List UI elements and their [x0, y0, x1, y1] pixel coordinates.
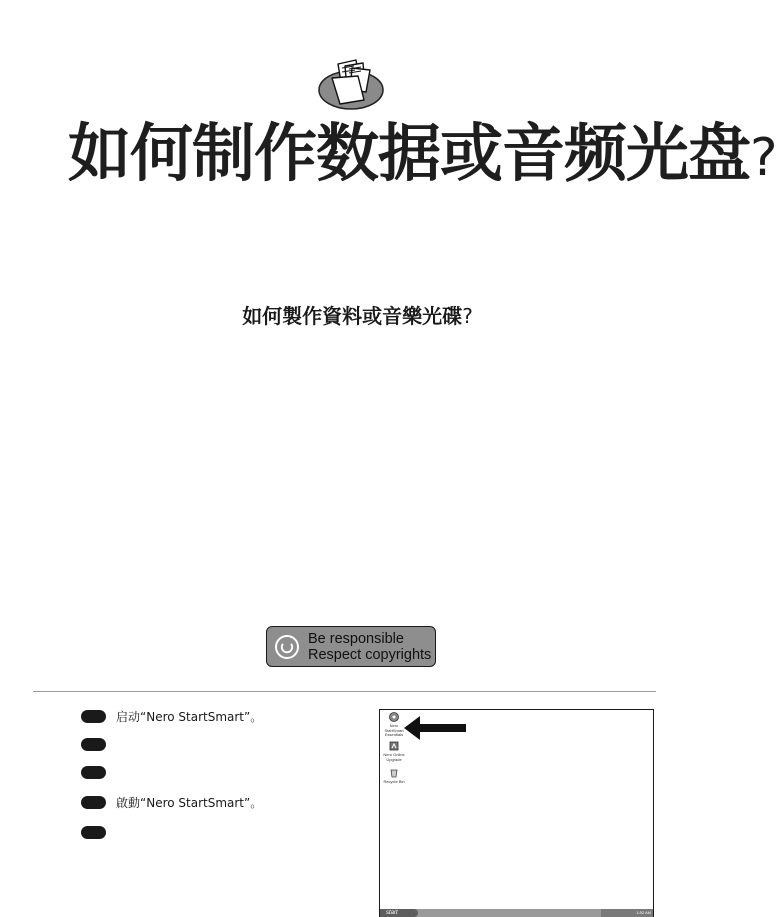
sub-title-question-mark: ?: [462, 304, 473, 328]
folder-documents-icon: [318, 58, 384, 110]
main-title-text: 如何制作数据或音频光盘: [68, 117, 750, 190]
recycle-bin-icon[interactable]: [389, 768, 399, 778]
desktop-screenshot: [379, 709, 654, 917]
start-label: start: [386, 910, 398, 916]
step-4-text: 啟動“Nero StartSmart”。: [116, 796, 263, 810]
step-1-text: 启动“Nero StartSmart”。: [116, 710, 263, 724]
main-title: [68, 112, 778, 196]
start-button[interactable]: [380, 909, 418, 917]
taskbar: [380, 909, 653, 917]
power-icon: [275, 635, 299, 659]
tray-clock: 1:52 AM: [636, 910, 651, 915]
step-2-language-pill: [81, 738, 106, 751]
badge-line-2: Respect copyrights: [308, 647, 432, 663]
desktop-icon-label-2: Nero Online Upgrade: [383, 752, 405, 762]
step-1-language-pill: [81, 710, 106, 723]
system-tray: [601, 909, 653, 917]
copyright-badge: [266, 626, 436, 667]
badge-line-1: Be responsible: [308, 631, 404, 647]
section-divider: [33, 691, 656, 692]
sub-title: [0, 300, 715, 329]
nero-upgrade-icon[interactable]: [389, 741, 399, 751]
step-5-language-pill: [81, 826, 106, 839]
sub-title-text: 如何製作資料或音樂光碟: [242, 304, 463, 328]
pointer-arrow-icon: [402, 714, 468, 742]
main-title-question-mark: ?: [750, 128, 778, 188]
nero-startsmart-icon[interactable]: [389, 712, 399, 722]
step-3-language-pill: [81, 766, 106, 779]
desktop-icon-label-1: Nero StartSmart Essentials: [384, 723, 404, 737]
desktop-icon-label-3: Recycle Bin: [383, 779, 405, 784]
step-4-language-pill: [81, 796, 106, 809]
